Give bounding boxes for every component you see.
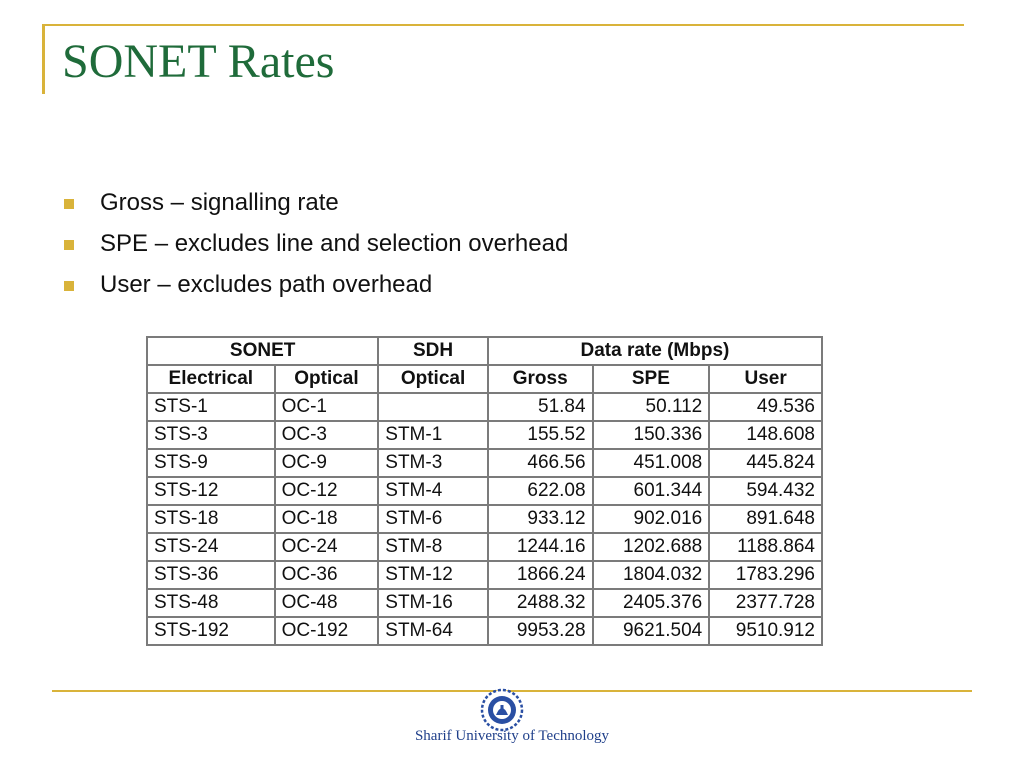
table-row	[147, 533, 822, 561]
frame-top-rule	[42, 24, 964, 26]
cell-user: 594.432	[709, 477, 822, 505]
cell-sonet-optical: OC-192	[275, 617, 379, 645]
cell-spe: 50.112	[593, 393, 710, 421]
cell-sdh-optical: STM-64	[378, 617, 488, 645]
cell-electrical: STS-12	[147, 477, 275, 505]
cell-spe: 1804.032	[593, 561, 710, 589]
cell-spe: 150.336	[593, 421, 710, 449]
column-header-sonet-optical: Optical	[275, 365, 379, 393]
cell-sonet-optical: OC-18	[275, 505, 379, 533]
bullet-text: User – excludes path overhead	[100, 271, 433, 298]
column-header-gross: Gross	[488, 365, 593, 393]
cell-sdh-optical	[378, 393, 488, 421]
column-header-spe: SPE	[593, 365, 710, 393]
bullet-text: Gross – signalling rate	[100, 189, 339, 216]
group-header-row	[147, 337, 822, 365]
cell-gross: 2488.32	[488, 589, 593, 617]
bullet-item	[62, 225, 568, 266]
sonet-rates-table	[146, 336, 823, 646]
cell-sonet-optical: OC-24	[275, 533, 379, 561]
cell-sonet-optical: OC-36	[275, 561, 379, 589]
cell-electrical: STS-3	[147, 421, 275, 449]
cell-sonet-optical: OC-1	[275, 393, 379, 421]
table-row	[147, 561, 822, 589]
table-row	[147, 449, 822, 477]
table-row	[147, 505, 822, 533]
cell-gross: 1244.16	[488, 533, 593, 561]
cell-sonet-optical: OC-3	[275, 421, 379, 449]
cell-sdh-optical: STM-4	[378, 477, 488, 505]
cell-spe: 451.008	[593, 449, 710, 477]
cell-electrical: STS-48	[147, 589, 275, 617]
frame-left-rule	[42, 24, 45, 94]
group-header-sonet: SONET	[147, 337, 378, 365]
table-row	[147, 393, 822, 421]
cell-spe: 1202.688	[593, 533, 710, 561]
cell-sdh-optical: STM-16	[378, 589, 488, 617]
cell-spe: 601.344	[593, 477, 710, 505]
cell-electrical: STS-36	[147, 561, 275, 589]
bullet-text: SPE – excludes line and selection overhead	[100, 230, 569, 257]
column-header-electrical: Electrical	[147, 365, 275, 393]
cell-sdh-optical: STM-6	[378, 505, 488, 533]
cell-sonet-optical: OC-9	[275, 449, 379, 477]
cell-user: 1783.296	[709, 561, 822, 589]
cell-gross: 51.84	[488, 393, 593, 421]
cell-spe: 902.016	[593, 505, 710, 533]
table-row	[147, 589, 822, 617]
table-row	[147, 617, 822, 645]
footer-institution: Sharif University of Technology	[414, 728, 610, 744]
bullet-item	[62, 266, 568, 307]
cell-user: 445.824	[709, 449, 822, 477]
cell-sdh-optical: STM-1	[378, 421, 488, 449]
cell-gross: 933.12	[488, 505, 593, 533]
group-header-data-rate: Data rate (Mbps)	[488, 337, 822, 365]
cell-electrical: STS-192	[147, 617, 275, 645]
cell-electrical: STS-1	[147, 393, 275, 421]
cell-user: 148.608	[709, 421, 822, 449]
cell-spe: 2405.376	[593, 589, 710, 617]
group-header-sdh: SDH	[378, 337, 488, 365]
cell-electrical: STS-9	[147, 449, 275, 477]
cell-user: 891.648	[709, 505, 822, 533]
cell-electrical: STS-24	[147, 533, 275, 561]
square-bullet-icon	[64, 240, 74, 250]
square-bullet-icon	[64, 281, 74, 291]
table-row	[147, 421, 822, 449]
cell-gross: 1866.24	[488, 561, 593, 589]
square-bullet-icon	[64, 199, 74, 209]
column-header-user: User	[709, 365, 822, 393]
cell-gross: 466.56	[488, 449, 593, 477]
slide-title: SONET Rates	[62, 35, 335, 88]
column-header-sdh-optical: Optical	[378, 365, 488, 393]
cell-gross: 622.08	[488, 477, 593, 505]
cell-user: 1188.864	[709, 533, 822, 561]
table-row	[147, 477, 822, 505]
cell-gross: 9953.28	[488, 617, 593, 645]
cell-user: 49.536	[709, 393, 822, 421]
cell-user: 2377.728	[709, 589, 822, 617]
cell-user: 9510.912	[709, 617, 822, 645]
cell-sonet-optical: OC-12	[275, 477, 379, 505]
cell-spe: 9621.504	[593, 617, 710, 645]
table-body	[147, 393, 822, 645]
cell-gross: 155.52	[488, 421, 593, 449]
column-header-row	[147, 365, 822, 393]
cell-sdh-optical: STM-12	[378, 561, 488, 589]
bullet-item	[62, 184, 568, 225]
cell-electrical: STS-18	[147, 505, 275, 533]
cell-sdh-optical: STM-3	[378, 449, 488, 477]
cell-sdh-optical: STM-8	[378, 533, 488, 561]
university-seal-icon	[480, 688, 524, 732]
bullet-list	[62, 184, 568, 307]
cell-sonet-optical: OC-48	[275, 589, 379, 617]
